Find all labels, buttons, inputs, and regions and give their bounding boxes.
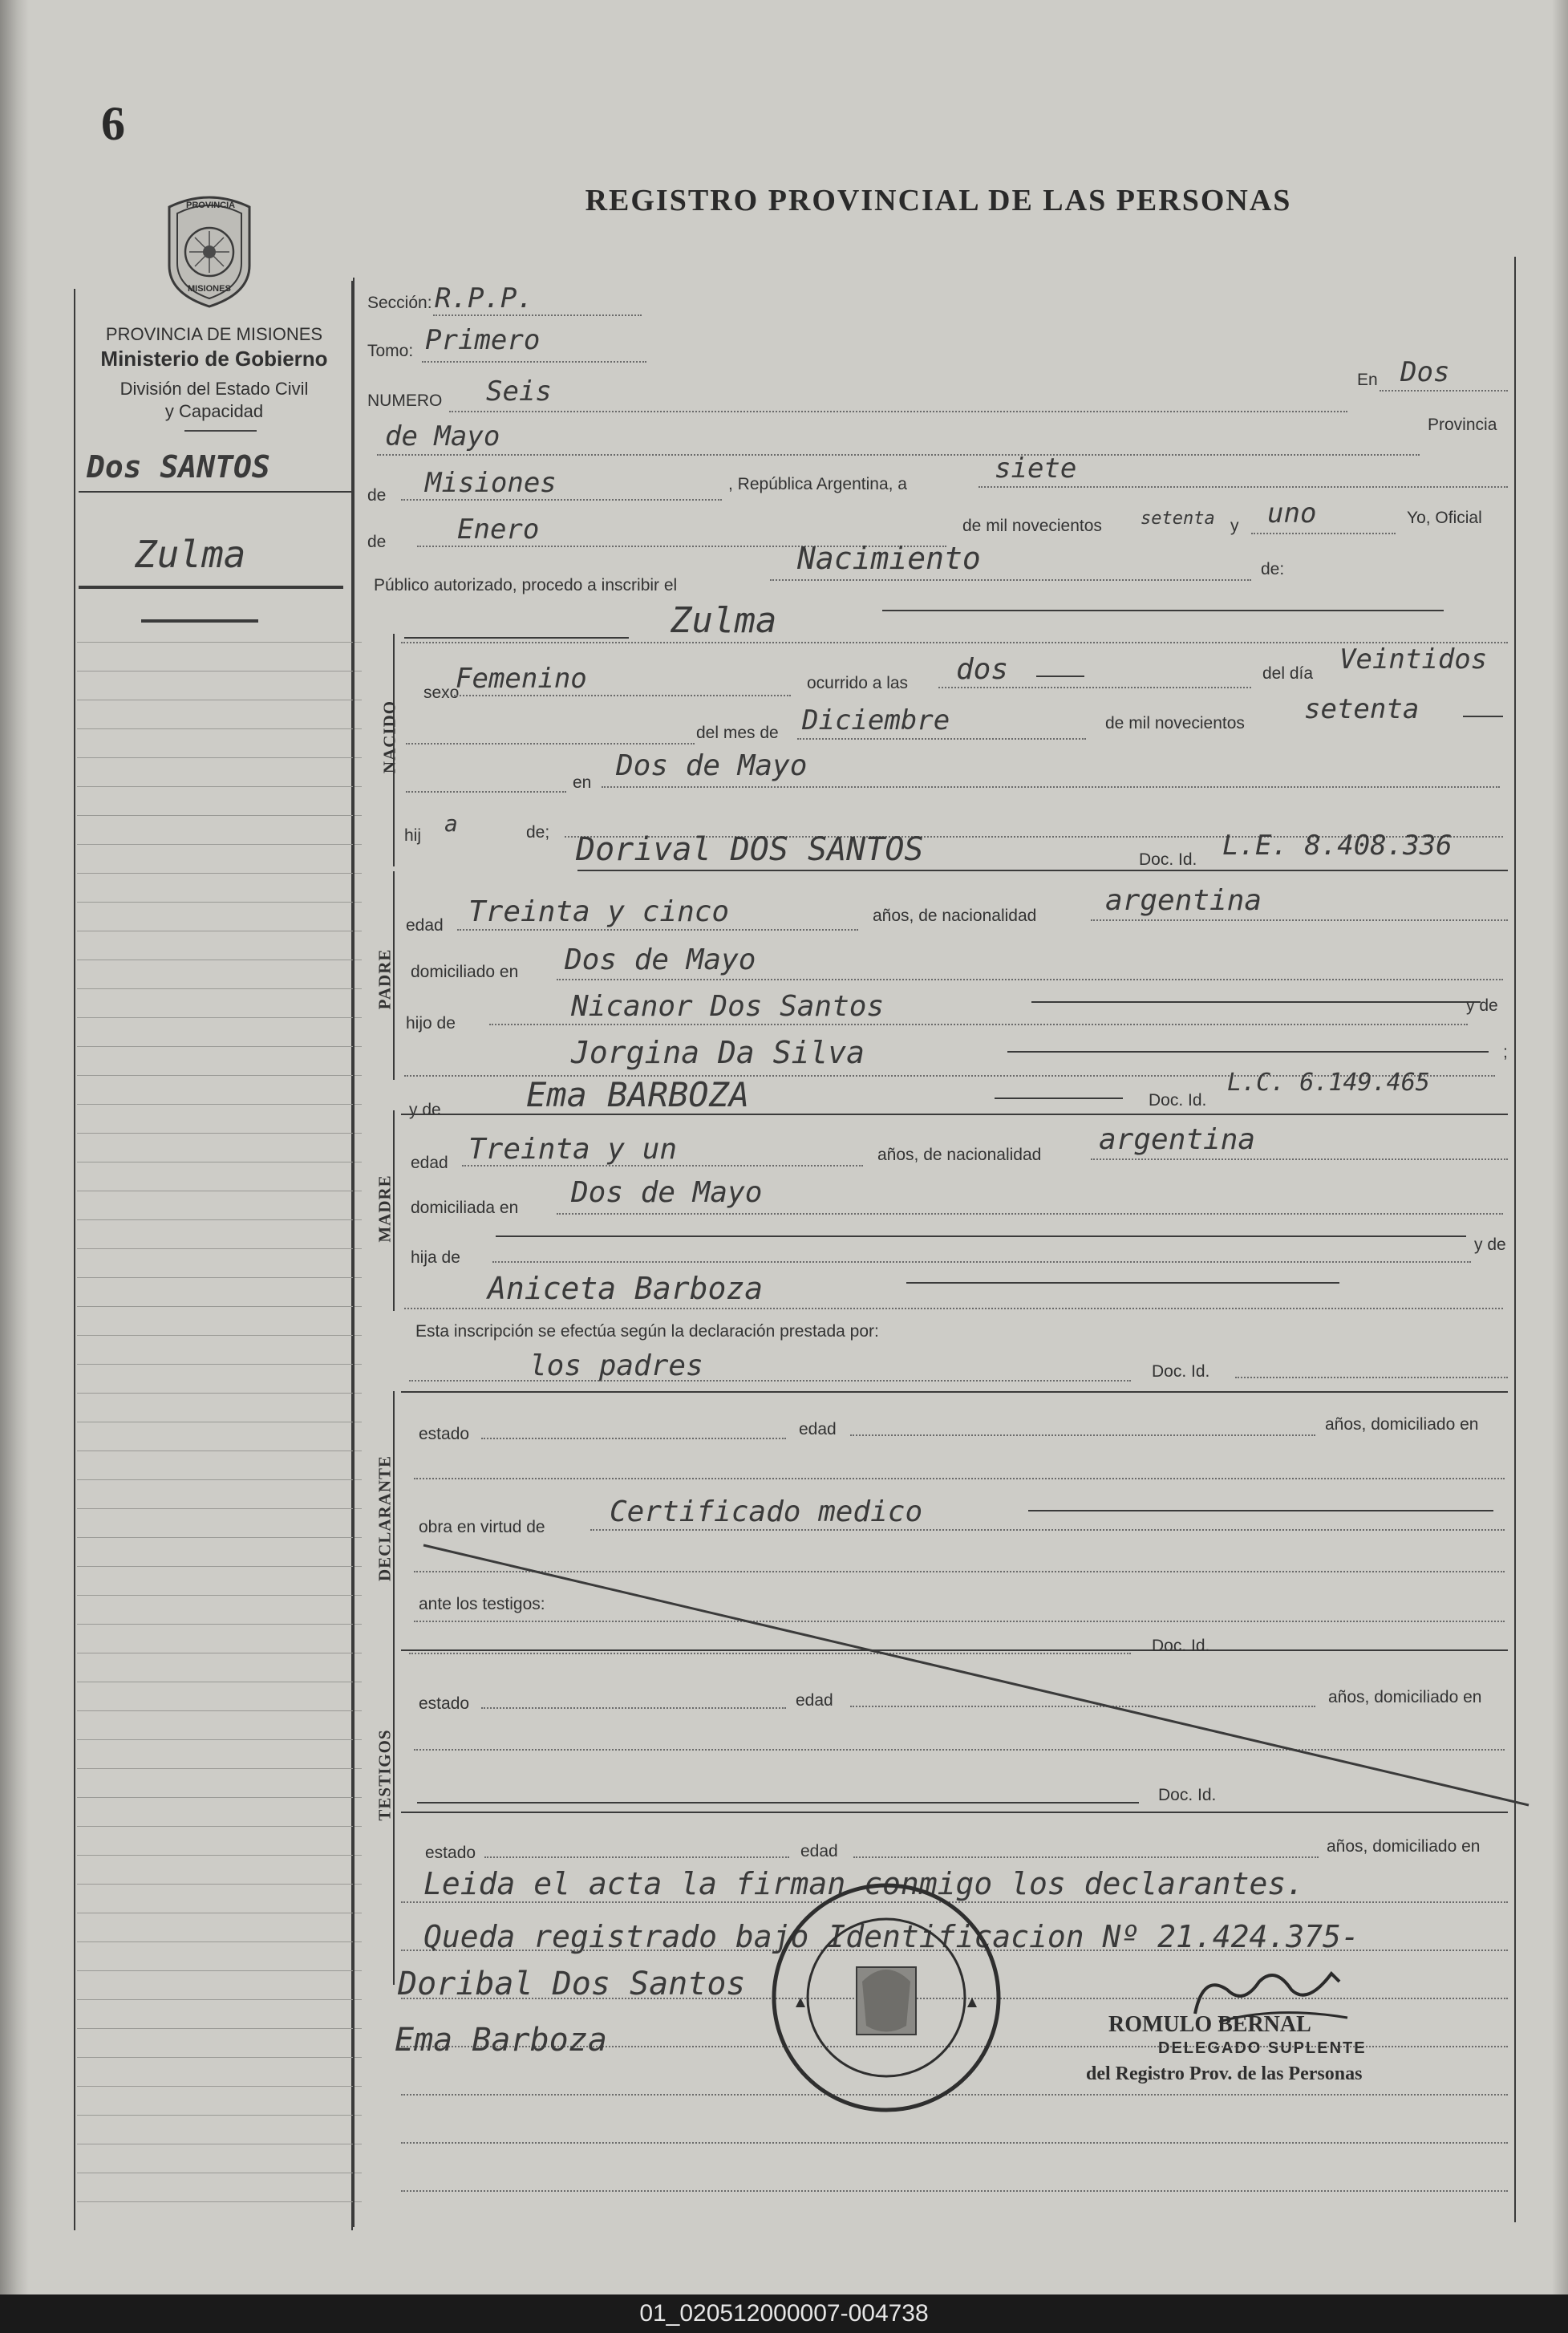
final-estado-dots [484, 1856, 789, 1858]
madre-edad-label: edad [411, 1154, 448, 1172]
hora-dots [938, 687, 1251, 688]
republica-label: , República Argentina, a [728, 475, 907, 493]
madre-hija-label: hija de [411, 1248, 460, 1267]
testigos-doc-label-1: Doc. Id. [1152, 1637, 1210, 1655]
en-value: Dos [1400, 356, 1450, 388]
madre-doc-label: Doc. Id. [1149, 1091, 1207, 1110]
testigos-edad-label: edad [796, 1691, 833, 1710]
padre-doc-label: Doc. Id. [1139, 850, 1197, 869]
book-binding [0, 0, 29, 2294]
declarante-top-line [401, 1391, 1508, 1393]
padre-nacionalidad: argentina [1105, 884, 1262, 917]
padre-dom-dots [557, 979, 1503, 980]
declarante-estado-dots [481, 1438, 786, 1439]
madre-anios-label: años, de nacionalidad [877, 1146, 1042, 1164]
declarante-estado-label: estado [419, 1425, 470, 1443]
declaracion-doc-label: Doc. Id. [1152, 1362, 1210, 1381]
lugar-dots [602, 786, 1500, 788]
form-right-border [1514, 257, 1516, 2222]
margin-ruled-line [77, 1219, 362, 1220]
numero-dots [449, 411, 1347, 412]
final-note-2: Queda registrado bajo Identificacion Nº 21.424.375- [423, 1919, 1359, 1954]
official-stamp [762, 1877, 1011, 2122]
padre-yde-label: y de [1466, 996, 1498, 1015]
madre-yde2-label: y de [1474, 1235, 1506, 1254]
section-madre: MADRE [375, 1175, 395, 1243]
anio-line [1463, 716, 1503, 717]
final-edad-dots [853, 1856, 1319, 1858]
margin-ruled-line [77, 1768, 362, 1769]
margin-ruled-line [77, 2057, 362, 2058]
numero-label: NUMERO [367, 392, 443, 410]
margin-left-border [74, 289, 75, 2230]
margin-ruled-line [77, 1277, 362, 1278]
margin-ruled-line [77, 873, 362, 874]
sexo-dots [454, 695, 791, 696]
unit-value: uno [1267, 497, 1317, 529]
header-division: División del Estado Civil [120, 379, 309, 399]
en-dots [1380, 390, 1508, 392]
obra-label: obra en virtud de [419, 1518, 545, 1536]
margin-ruled-line [77, 1566, 362, 1567]
padre-domicilio-value: Dos de Mayo [565, 943, 756, 976]
padre-nac-dots [1091, 919, 1508, 921]
ocurrido-label: ocurrido a las [807, 674, 909, 692]
margin-ruled-line [77, 1046, 362, 1047]
seal-top-text: PROVINCIA [186, 201, 236, 210]
y-label: y [1230, 517, 1239, 535]
margin-ruled-line [77, 844, 362, 845]
obra-line [1028, 1510, 1493, 1511]
margin-ruled-line [77, 1133, 362, 1134]
madre-nac-dots [1091, 1158, 1508, 1160]
sexo-label: sexo [423, 684, 460, 702]
nacido-line3-dots [406, 791, 566, 793]
tomo-value: Primero [425, 324, 541, 356]
declarante-anios-label: años, domiciliado en [1325, 1415, 1479, 1434]
declarante-edad-dots [850, 1434, 1315, 1436]
padre-madre-line [1007, 1051, 1489, 1053]
margin-ruled-line [77, 1479, 362, 1480]
section-declarante: DECLARANTE [375, 1455, 395, 1582]
sexo-value: Femenino [456, 663, 587, 695]
padre-anios-label: años, de nacionalidad [873, 907, 1037, 925]
padre-hijo-dots [489, 1024, 1468, 1025]
final-note-1: Leida el acta la firman conmigo los declarantes. [423, 1866, 1305, 1901]
place-dots [377, 454, 1420, 456]
seccion-value: R.P.P. [435, 282, 533, 314]
seal-bottom-text: MISIONES [188, 284, 231, 294]
declarante-edad-label: edad [799, 1420, 837, 1438]
margin-ruled-line [77, 1104, 362, 1105]
strike-line [401, 1540, 1540, 1813]
hora-line [1036, 676, 1084, 677]
declarante-line2-dots [414, 1478, 1505, 1479]
oficial-label: Yo, Oficial [1407, 509, 1482, 527]
de2-label: de [367, 533, 387, 551]
margin-ruled-line [77, 815, 362, 816]
testigos-label: ante los testigos: [419, 1595, 545, 1613]
section-padre: PADRE [375, 948, 395, 1010]
numero-value: Seis [486, 375, 552, 408]
publico-label: Público autorizado, procedo a inscribir el [374, 576, 678, 594]
header-ministry: Ministerio de Gobierno [100, 347, 328, 371]
header-capacity: y Capacidad [164, 401, 264, 421]
margin-ruled-line [77, 1710, 362, 1711]
tomo-dots [422, 361, 646, 363]
padre-doc: L.E. 8.408.336 [1222, 830, 1453, 862]
madre-name-line [995, 1098, 1123, 1099]
name-line-left [404, 637, 629, 639]
padre-name: Dorival DOS SANTOS [576, 831, 924, 868]
padre-hijo-label: hijo de [406, 1014, 456, 1033]
padre-hijo-value: Nicanor Dos Santos [571, 990, 885, 1023]
testigos-estado-label: estado [419, 1694, 470, 1713]
margin-surname-line [79, 491, 351, 493]
hora-value: dos [956, 653, 1009, 686]
document-title: REGISTRO PROVINCIAL DE LAS PERSONAS [585, 184, 1292, 217]
obra-value: Certificado medico [610, 1495, 923, 1528]
provincia-dots [401, 499, 722, 501]
nacido-mil-label: de mil novecientos [1105, 714, 1245, 732]
margin-short-line [141, 619, 258, 623]
margin-ruled-line [77, 2028, 362, 2029]
margin-ruled-line [77, 728, 362, 729]
provincia-value: Misiones [425, 467, 557, 499]
margin-ruled-line [77, 1306, 362, 1307]
padre-edad-label: edad [406, 916, 444, 935]
final-anios-label: años, domiciliado en [1327, 1837, 1481, 1856]
page-number: 6 [101, 97, 125, 150]
final-edad-label: edad [800, 1842, 838, 1860]
name-value: Zulma [671, 600, 777, 641]
margin-given-line [79, 586, 343, 589]
margin-ruled-line [77, 1739, 362, 1740]
day-value: siete [995, 452, 1077, 485]
obra-dots [590, 1529, 1505, 1531]
province-seal-icon [157, 189, 261, 314]
margin-ruled-line [77, 1855, 362, 1856]
bottom-ruled-line [401, 2190, 1508, 2192]
del-dia-label: del día [1262, 664, 1314, 683]
month-value: Enero [457, 513, 540, 546]
place-value: de Mayo [385, 420, 500, 452]
final-estado-label: estado [425, 1844, 476, 1862]
de-label: de [367, 486, 387, 505]
margin-ruled-line [77, 1017, 362, 1018]
mes-dots [797, 738, 1086, 740]
testigos-doc-label-2: Doc. Id. [1158, 1786, 1217, 1804]
acto-dots [770, 579, 1251, 581]
provincia-label: Provincia [1428, 416, 1497, 434]
de3-label: de: [1261, 560, 1285, 578]
nacido-en-label: en [573, 773, 592, 792]
madre-edad-value: Treinta y un [468, 1133, 678, 1166]
signature-mother: Ema Barboza [395, 2022, 607, 2059]
margin-ruled-line [77, 1999, 362, 2000]
margin-ruled-line [77, 1393, 362, 1394]
margin-ruled-line [77, 1797, 362, 1798]
madre-edad-dots [462, 1165, 863, 1166]
section-nacido: NACIDO [379, 700, 399, 774]
mil-label: de mil novecientos [962, 517, 1102, 535]
section-testigos: TESTIGOS [375, 1729, 395, 1821]
tomo-label: Tomo: [367, 342, 414, 360]
header-underline [184, 430, 257, 432]
declaracion-value: los padres [529, 1349, 703, 1382]
madre-hija-dots [492, 1261, 1471, 1263]
padre-name-line [577, 870, 1508, 871]
madre-domicilio-value: Dos de Mayo [571, 1176, 763, 1209]
madre-doc: L.C. 6.149.465 [1227, 1069, 1430, 1097]
dia-value: Veintidos [1339, 643, 1488, 676]
madre-yde-label: y de [409, 1101, 441, 1119]
margin-ruled-line [77, 1624, 362, 1625]
margin-ruled-line [77, 642, 362, 643]
form-left-border [353, 278, 355, 2227]
official-name: ROMULO BERNAL [1108, 2012, 1311, 2037]
margin-ruled-line [77, 902, 362, 903]
margin-ruled-line [77, 1364, 362, 1365]
padre-semicolon: ; [1503, 1043, 1508, 1061]
signature-father: Doribal Dos Santos [398, 1966, 746, 2002]
margin-given-name: Zulma [135, 533, 246, 576]
madre-nacionalidad: argentina [1099, 1123, 1256, 1156]
margin-ruled-line [77, 988, 362, 989]
seccion-dots [433, 314, 642, 316]
anio-value: setenta [1304, 693, 1420, 725]
margin-ruled-line [77, 1335, 362, 1336]
padre-edad-dots [457, 929, 858, 931]
declaracion-doc-dots [1235, 1377, 1508, 1378]
lugar-value: Dos de Mayo [616, 749, 808, 782]
madre-hija-line [496, 1235, 1466, 1237]
unit-dots [1251, 533, 1396, 534]
mes-value: Diciembre [802, 704, 950, 736]
hij-suffix: a [444, 810, 458, 837]
page-edge [1552, 0, 1568, 2294]
bottom-ruled-line [401, 2142, 1508, 2144]
padre-hijo-line [1031, 1001, 1481, 1003]
testigos-anios-label: años, domiciliado en [1328, 1688, 1482, 1706]
margin-ruled-line [77, 786, 362, 787]
hij-label: hij [404, 826, 422, 845]
padre-domicilio-label: domiciliado en [411, 963, 519, 981]
margin-ruled-line [77, 2086, 362, 2087]
abuela-dots [404, 1308, 1503, 1309]
margin-ruled-line [77, 1508, 362, 1509]
hij-de-label: de; [526, 823, 550, 842]
madre-name: Ema BARBOZA [526, 1075, 750, 1114]
margin-ruled-line [77, 1941, 362, 1942]
nacido-line2-dots [406, 743, 695, 745]
footer-id: 01_020512000007-004738 [0, 2294, 1568, 2333]
name-line-right [882, 610, 1444, 611]
madre-header-line [401, 1114, 1508, 1115]
abuela-value: Aniceta Barboza [488, 1271, 764, 1306]
margin-surname: Dos SANTOS [87, 449, 270, 485]
official-role: DELEGADO SUPLENTE [1158, 2039, 1367, 2057]
margin-ruled-line [77, 1537, 362, 1538]
mes-label: del mes de [696, 724, 779, 742]
day-dots [978, 486, 1508, 488]
declaracion-text: Esta inscripción se efectúa según la declaración prestada por: [415, 1322, 879, 1341]
margin-ruled-line [77, 2201, 362, 2202]
official-office: del Registro Prov. de las Personas [1086, 2063, 1363, 2084]
en-label: En [1357, 371, 1378, 389]
margin-ruled-line [77, 1075, 362, 1076]
margin-ruled-line [77, 1248, 362, 1249]
declaracion-dots [409, 1380, 1131, 1382]
decade-value: setenta [1141, 509, 1215, 529]
margin-ruled-line [77, 1826, 362, 1827]
madre-dom-dots [557, 1213, 1503, 1215]
margin-ruled-line [77, 1595, 362, 1596]
padre-madre-value: Jorgina Da Silva [571, 1035, 865, 1070]
acto-value: Nacimiento [797, 541, 981, 576]
margin-ruled-line [77, 1970, 362, 1971]
margin-ruled-line [77, 757, 362, 758]
seccion-label: Sección: [367, 294, 432, 312]
margin-ruled-line [77, 1884, 362, 1885]
padre-edad-value: Treinta y cinco [468, 895, 730, 928]
margin-ruled-line [77, 2115, 362, 2116]
madre-domicilio-label: domiciliada en [411, 1199, 519, 1217]
header-province: PROVINCIA DE MISIONES [105, 324, 323, 344]
abuela-line [906, 1282, 1339, 1284]
